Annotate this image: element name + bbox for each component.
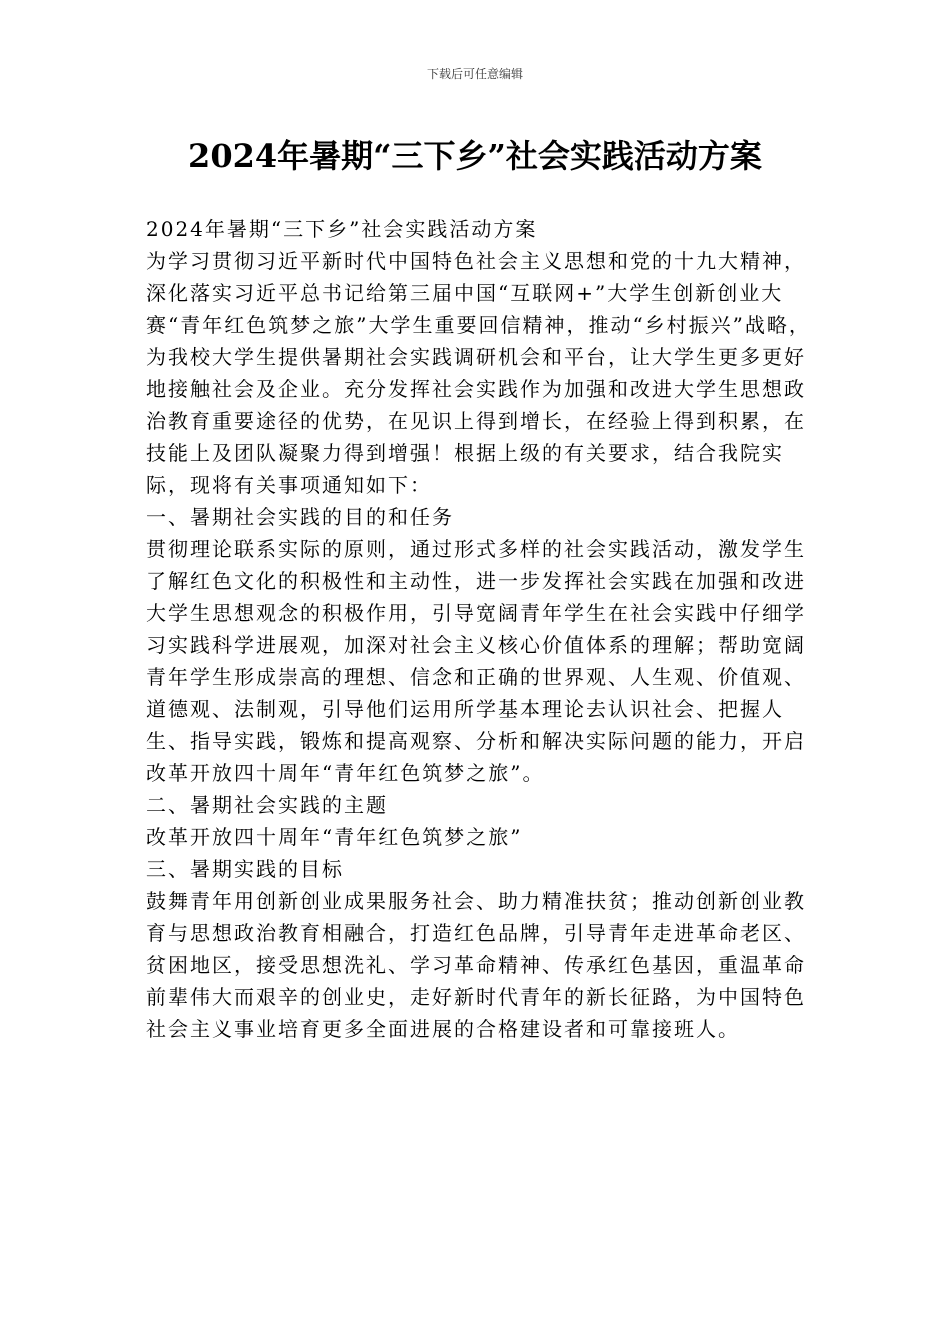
section-heading-3: 三、暑期实践的目标 <box>146 857 344 881</box>
document-body <box>146 213 826 1045</box>
paragraph-intro: 为学习贯彻习近平新时代中国特色社会主义思想和党的十九大精神，深化落实习近平总书记给第三届中国“互联网+”大学生创新创业大赛“青年红色筑梦之旅”大学生重要回信精神，推动“乡村振兴”战略，为我校大学生提供暑期社会实践调研机会和平台，让大学生更多更好地接触社会及企业。充分发挥社会实践作为加强和改进大学生思想政治教育重要途径的优势，在见识上得到增长，在经验上得到积累，在技能上及团队凝聚力得到增强！根据上级的有关要求，结合我院实际，现将有关事项通知如下： <box>146 249 811 497</box>
paragraph-section-2: 改革开放四十周年“青年红色筑梦之旅” <box>146 825 523 849</box>
paragraph-section-3: 鼓舞青年用创新创业成果服务社会、助力精准扶贫；推动创新创业教育与思想政治教育相融合，打造红色品牌，引导青年走进革命老区、贫困地区，接受思想洗礼、学习革命精神、传承红色基因，重温革命前辈伟大而艰辛的创业史，走好新时代青年的新长征路，为中国特色社会主义事业培育更多全面进展的合格建设者和可靠接班人。 <box>146 889 806 1041</box>
document-title: 2024年暑期“三下乡”社会实践活动方案 <box>188 137 762 175</box>
section-heading-2: 二、暑期社会实践的主题 <box>146 793 388 817</box>
header-note: 下载后可任意编辑 <box>426 67 523 81</box>
paragraph-section-1: 贯彻理论联系实际的原则，通过形式多样的社会实践活动，激发学生了解红色文化的积极性和主动性，进一步发挥社会实践在加强和改进大学生思想观念的积极作用，引导宽阔青年学生在社会实践中仔细学习实践科学进展观，加深对社会主义核心价值体系的理解；帮助宽阔青年学生形成崇高的理想、信念和正确的世界观、人生观、价值观、道德观、法制观，引导他们运用所学基本理论去认识社会、把握人生、指导实践，锻炼和提高观察、分析和解决实际问题的能力，开启改革开放四十周年“青年红色筑梦之旅”。 <box>146 537 806 785</box>
section-heading-1: 一、暑期社会实践的目的和任务 <box>146 505 454 529</box>
paragraph-subtitle: 2024年暑期“三下乡”社会实践活动方案 <box>146 217 538 241</box>
